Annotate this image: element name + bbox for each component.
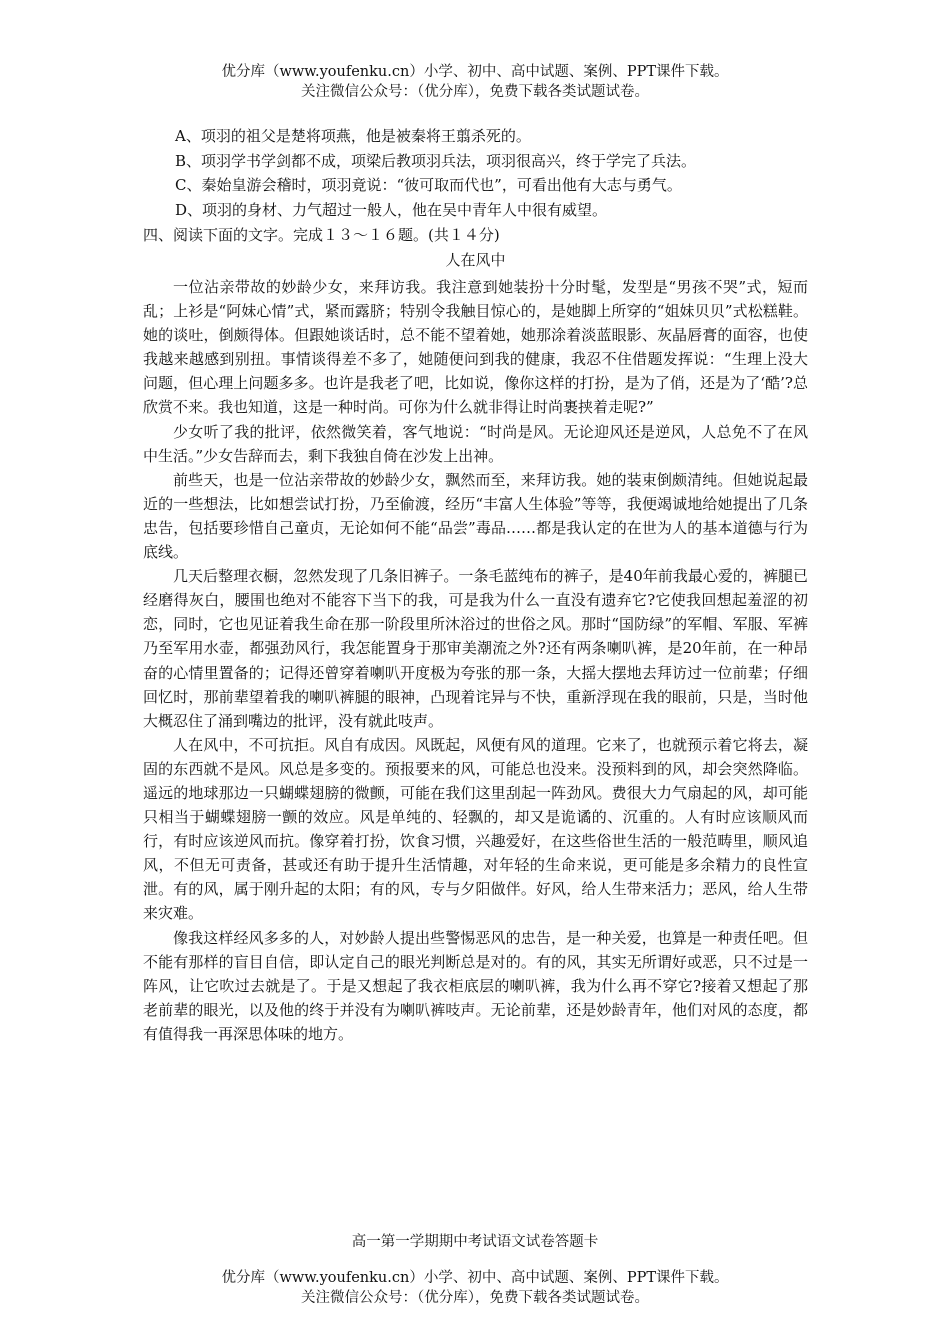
- essay-paragraph: 几天后整理衣橱，忽然发现了几条旧裤子。一条毛蓝纯布的裤子，是40年前我最心爱的，裤腿已经磨得灰白，腰围也绝对不能容下当下的我，可是我为什么一直没有遗弃它?它使我回想起羞涩的初恋，同时，它也见证着我生命在那一阶段里所沐浴过的世俗之风。那时“国防绿”的军帽、军服、军裤乃至军用水壶，都强劲风行，我怎能置身于那审美潮流之外?还有两条喇叭裤，是20年前，在一种昂奋的心情里置备的；记得还曾穿着喇叭开度极为夸张的那一条，大摇大摆地去拜访过一位前辈；仔细回忆时，那前辈望着我的喇叭裤腿的眼神，凸现着诧异与不快，重新浮现在我的眼前，只是，当时他大概忍住了涌到嘴边的批评，没有就此吱声。: [143, 567, 808, 730]
- essay-paragraph: 人在风中，不可抗拒。风自有成因。风既起，风便有风的道理。它来了，也就预示着它将去，凝固的东西就不是风。风总是多变的。预报要来的风，可能总也没来。没预料到的风，却会突然降临。遥远的地球那边一只蝴蝶翅膀的微颤，可能在我们这里刮起一阵劲风。费很大力气扇起的风，却可能只相当于蝴蝶翅膀一颤的效应。风是单纯的、轻飘的，却又是诡谲的、沉重的。人有时应该顺风而行，有时应该逆风而抗。像穿着打扮，饮食习惯，兴趣爱好，在这些俗世生活的一般范畴里，顺风追风，不但无可责备，甚或还有助于提升生活情趣，对年轻的生命来说，更可能是多余精力的良性宣泄。有的风，属于刚升起的太阳；有的风，专与夕阳做伴。好风，给人生带来活力；恶风，给人生带来灾难。: [143, 735, 808, 923]
- page-header-top: [0, 62, 950, 102]
- essay-title: 人在风中: [445, 251, 506, 269]
- essay-paragraph: 一位沾亲带故的妙龄少女，来拜访我。我注意到她装扮十分时髦，发型是“男孩不哭”式，短而乱；上衫是“阿妹心情”式，紧而露脐；特别令我触目惊心的，是她脚上所穿的“姐妹贝贝”式松糕鞋。她的谈吐，倒颇得体。但跟她谈话时，总不能不望着她，她那涂着淡蓝眼影、灰晶唇膏的面容，也使我越来越感到别扭。事情谈得差不多了，她随便问到我的健康，我忍不住借题发挥说：“生理上没大问题，但心理上问题多多。也许是我老了吧，比如说，像你这样的打扮，是为了俏，还是为了‘酷’?总欣赏不来。我也知道，这是一种时尚。可你为什么就非得让时尚裹挟着走呢?”: [143, 278, 808, 417]
- essay-paragraph: 前些天，也是一位沾亲带故的妙龄少女，飘然而至，来拜访我。她的装束倒颇清纯。但她说起最近的一些想法，比如想尝试打扮，乃至偷渡，经历“丰富人生体验”等等，我便竭诚地给她提出了几条忠告，包括要珍惜自己童贞，无论如何不能“品尝”毒品……都是我认定的在世为人的基本道德与行为底线。: [143, 470, 808, 562]
- choice-list: [143, 124, 808, 222]
- header-line-2: 关注微信公众号：（优分库），免费下载各类试题试卷。: [301, 84, 649, 100]
- choice-c: C、秦始皇游会稽时，项羽竟说：“彼可取而代也”，可看出他有大志与勇气。: [175, 176, 682, 194]
- footer-line-2: 关注微信公众号：（优分库），免费下载各类试题试卷。: [301, 1290, 649, 1306]
- essay-paragraph: 像我这样经风多多的人，对妙龄人提出些警惕恶风的忠告，是一种关爱，也算是一种责任吧。但不能有那样的盲目自信，即认定自己的眼光判断总是对的。有的风，其实无所谓好或恶，只不过是一阵风，让它吹过去就是了。于是又想起了我衣柜底层的喇叭裤，我为什么再不穿它?接着又想起了那老前辈的眼光，以及他的终于并没有为喇叭裤吱声。无论前辈，还是妙龄青年，他们对风的态度，都有值得我一再深思体味的地方。: [143, 928, 808, 1043]
- answer-card-title: 高一第一学期期中考试语文试卷答题卡: [351, 1234, 599, 1250]
- choice-b: B、项羽学书学剑都不成，项梁后教项羽兵法，项羽很高兴，终于学完了兵法。: [175, 151, 697, 170]
- footer-line-1: 优分库（www.youfenku.cn）小学、初中、高中试题、案例、PPT课件下载。: [221, 1270, 729, 1286]
- section-heading: 四、阅读下面的文字。完成１３～１６题。(共１４分): [143, 226, 500, 244]
- choice-a: A、项羽的祖父是楚将项燕，他是被秦将王翦杀死的。: [175, 127, 531, 145]
- header-line-1: 优分库（www.youfenku.cn）小学、初中、高中试题、案例、PPT课件下载。: [221, 64, 729, 80]
- essay-paragraph: 少女听了我的批评，依然微笑着，客气地说：“时尚是风。无论迎风还是逆风，人总免不了在风中生活。”少女告辞而去，剩下我独自倚在沙发上出神。: [143, 422, 808, 465]
- page-header-bottom: [0, 1268, 950, 1308]
- choice-d: D、项羽的身材、力气超过一般人，他在吴中青年人中很有威望。: [175, 200, 608, 219]
- essay-body: [143, 275, 808, 1046]
